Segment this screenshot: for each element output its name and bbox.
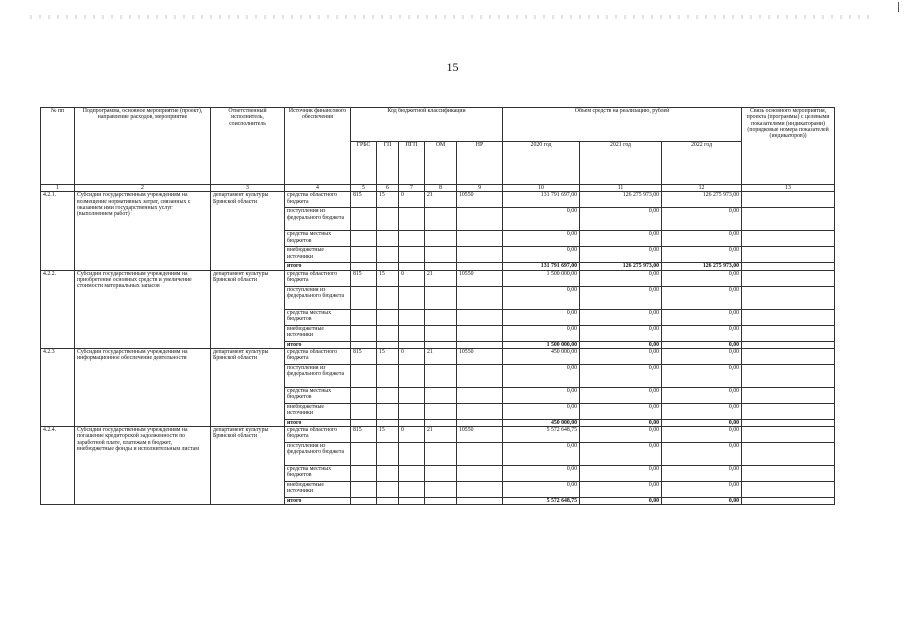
source-total: итого [285,419,351,426]
code-om [425,443,457,466]
col-header-om: ОМ [425,142,457,185]
code-om [425,247,457,263]
value-2021: 0,00 [580,231,662,247]
value-2022: 0,00 [662,427,742,443]
source-extra: внебюджетные источники [285,325,351,341]
code-gp [377,482,399,498]
source-total: итого [285,498,351,505]
value-2022: 0,00 [662,498,742,505]
code-om [425,419,457,426]
source-extra: внебюджетные источники [285,247,351,263]
value-2022: 0,00 [662,309,742,325]
source-federal: поступления из федерального бюджета [285,364,351,387]
code-nr [457,387,503,403]
indicator-link [742,419,835,426]
value-2022: 0,00 [662,403,742,419]
executor-name: департамент культуры Брянской области [211,348,285,426]
code-grbs [351,419,377,426]
code-pgp [399,443,425,466]
value-2021: 0,00 [580,247,662,263]
col-header-num: № пп [41,108,75,185]
indicator-link [742,387,835,403]
column-number: 11 [580,185,662,192]
code-grbs [351,482,377,498]
col-header-2021: 2021 год [580,142,662,185]
source-regional: средства областного бюджета [285,270,351,286]
code-gp [377,466,399,482]
value-2022: 0,00 [662,247,742,263]
code-om: 21 [425,192,457,208]
indicator-link [742,466,835,482]
value-2020: 0,00 [503,482,580,498]
value-2020: 5 572 648,75 [503,498,580,505]
value-2021: 0,00 [580,403,662,419]
indicator-link [742,231,835,247]
table-body [41,192,835,505]
code-grbs [351,403,377,419]
col-header-pgp: ПГП [399,142,425,185]
code-pgp [399,325,425,341]
code-om [425,325,457,341]
value-2020: 0,00 [503,208,580,231]
table-row [41,348,835,364]
column-number: 4 [285,185,351,192]
indicator-link [742,208,835,231]
value-2021: 0,00 [580,309,662,325]
source-total: итого [285,341,351,348]
col-header-budget-code: Код бюджетной классификации [351,108,503,142]
indicator-link [742,286,835,309]
col-header-program: Подпрограмма, основное мероприятие (проект), направление расходов, мероприятие [75,108,211,185]
value-2021: 0,00 [580,427,662,443]
code-nr: 10550 [457,348,503,364]
code-om [425,341,457,348]
program-name: Субсидии государственным учреждениям на информационное обеспечение деятельности [75,348,211,426]
column-number-row [41,185,835,192]
code-nr [457,286,503,309]
value-2021: 0,00 [580,482,662,498]
code-grbs: 815 [351,427,377,443]
value-2020: 0,00 [503,325,580,341]
code-pgp [399,466,425,482]
value-2021: 0,00 [580,286,662,309]
code-om [425,208,457,231]
value-2020: 1 500 000,00 [503,270,580,286]
code-gp [377,208,399,231]
code-nr [457,443,503,466]
indicator-link [742,498,835,505]
code-nr [457,341,503,348]
code-om [425,387,457,403]
column-number: 3 [211,185,285,192]
indicator-link [742,364,835,387]
code-pgp: 0 [399,192,425,208]
code-grbs: 815 [351,192,377,208]
program-name: Субсидии государственным учреждениям на погашение кредиторской задолженности по заработной плате, платежам в бюджет, внебюджетные фонды и исполнительным листам [75,427,211,505]
col-header-2022: 2022 год [662,142,742,185]
page-number: 15 [446,60,459,74]
indicator-link [742,403,835,419]
code-gp: 15 [377,270,399,286]
code-gp [377,286,399,309]
value-2022: 126 275 973,00 [662,192,742,208]
value-2022: 0,00 [662,208,742,231]
value-2022: 0,00 [662,364,742,387]
column-number: 2 [75,185,211,192]
value-2020: 0,00 [503,286,580,309]
column-number: 8 [425,185,457,192]
code-om: 21 [425,270,457,286]
value-2021: 0,00 [580,325,662,341]
source-local: средства местных бюджетов [285,387,351,403]
value-2021: 0,00 [580,466,662,482]
column-number: 6 [377,185,399,192]
value-2020: 0,00 [503,387,580,403]
code-nr [457,419,503,426]
value-2020: 0,00 [503,364,580,387]
indicator-link [742,263,835,270]
value-2021: 0,00 [580,419,662,426]
code-nr [457,231,503,247]
source-federal: поступления из федерального бюджета [285,208,351,231]
header-row [41,108,835,142]
code-nr [457,325,503,341]
col-header-source: Источник финансового обеспечения [285,108,351,185]
code-pgp [399,263,425,270]
value-2022: 0,00 [662,387,742,403]
value-2020: 0,00 [503,247,580,263]
value-2020: 0,00 [503,466,580,482]
code-pgp [399,482,425,498]
value-2020: 5 572 648,75 [503,427,580,443]
indicator-link [742,309,835,325]
table-row [41,270,835,286]
value-2020: 0,00 [503,231,580,247]
code-gp [377,341,399,348]
value-2021: 126 275 973,00 [580,263,662,270]
code-gp: 15 [377,427,399,443]
source-local: средства местных бюджетов [285,309,351,325]
code-om [425,482,457,498]
col-header-nr: НР [457,142,503,185]
code-pgp [399,286,425,309]
value-2020: 0,00 [503,309,580,325]
code-om [425,498,457,505]
code-grbs [351,309,377,325]
code-om [425,263,457,270]
code-pgp [399,231,425,247]
code-grbs: 815 [351,270,377,286]
value-2020: 0,00 [503,443,580,466]
code-om [425,286,457,309]
code-grbs: 815 [351,348,377,364]
col-header-grbs: ГРБС [351,142,377,185]
table-row [41,427,835,443]
code-pgp [399,387,425,403]
code-gp [377,403,399,419]
value-2022: 0,00 [662,270,742,286]
code-om [425,231,457,247]
value-2021: 0,00 [580,208,662,231]
source-total: итого [285,263,351,270]
code-om: 21 [425,348,457,364]
value-2022: 0,00 [662,286,742,309]
indicator-link [742,247,835,263]
code-pgp [399,208,425,231]
source-local: средства местных бюджетов [285,466,351,482]
code-nr [457,466,503,482]
code-nr: 10550 [457,270,503,286]
code-grbs [351,341,377,348]
code-pgp [399,247,425,263]
value-2021: 0,00 [580,270,662,286]
indicator-link [742,192,835,208]
value-2021: 0,00 [580,498,662,505]
code-grbs [351,387,377,403]
col-header-volume: Объем средств на реализацию, рублей [503,108,742,142]
code-grbs [351,247,377,263]
indicator-link [742,427,835,443]
code-gp [377,364,399,387]
scan-artifact [30,15,870,19]
source-regional: средства областного бюджета [285,427,351,443]
code-pgp: 0 [399,348,425,364]
code-pgp [399,498,425,505]
row-number: 4.2.1. [41,192,75,270]
source-federal: поступления из федерального бюджета [285,443,351,466]
code-gp: 15 [377,192,399,208]
value-2022: 0,00 [662,482,742,498]
code-nr: 10550 [457,427,503,443]
value-2022: 0,00 [662,466,742,482]
code-gp [377,231,399,247]
indicator-link [742,482,835,498]
value-2020: 131 791 697,00 [503,192,580,208]
indicator-link [742,325,835,341]
code-nr [457,498,503,505]
code-grbs [351,466,377,482]
value-2022: 0,00 [662,341,742,348]
code-pgp [399,419,425,426]
code-nr [457,247,503,263]
code-nr [457,364,503,387]
row-number: 4.2.2. [41,270,75,348]
code-grbs [351,498,377,505]
source-extra: внебюджетные источники [285,482,351,498]
code-grbs [351,208,377,231]
value-2021: 126 275 973,00 [580,192,662,208]
column-number: 7 [399,185,425,192]
code-gp [377,387,399,403]
value-2021: 0,00 [580,348,662,364]
code-grbs [351,443,377,466]
source-extra: внебюджетные источники [285,403,351,419]
code-gp: 15 [377,348,399,364]
code-om [425,364,457,387]
column-number: 5 [351,185,377,192]
value-2022: 126 275 973,00 [662,263,742,270]
code-grbs [351,364,377,387]
executor-name: департамент культуры Брянской области [211,427,285,505]
row-number: 4.2.3 [41,348,75,426]
code-om [425,403,457,419]
code-gp [377,263,399,270]
value-2020: 131 791 697,00 [503,263,580,270]
value-2020: 450 000,00 [503,348,580,364]
budget-table [40,107,835,505]
source-regional: средства областного бюджета [285,192,351,208]
value-2020: 450 000,00 [503,419,580,426]
column-number: 12 [662,185,742,192]
code-om [425,466,457,482]
source-regional: средства областного бюджета [285,348,351,364]
code-nr [457,403,503,419]
code-pgp: 0 [399,270,425,286]
scan-mark [898,2,899,12]
code-pgp: 0 [399,427,425,443]
code-grbs [351,231,377,247]
value-2022: 0,00 [662,325,742,341]
value-2022: 0,00 [662,443,742,466]
value-2020: 0,00 [503,403,580,419]
indicator-link [742,341,835,348]
indicator-link [742,443,835,466]
code-om [425,309,457,325]
value-2021: 0,00 [580,341,662,348]
executor-name: департамент культуры Брянской области [211,270,285,348]
code-gp [377,247,399,263]
value-2021: 0,00 [580,443,662,466]
code-gp [377,419,399,426]
table-row [41,192,835,208]
source-federal: поступления из федерального бюджета [285,286,351,309]
code-pgp [399,403,425,419]
code-grbs [351,325,377,341]
col-header-executor: Ответственный исполнитель, соисполнитель [211,108,285,185]
value-2021: 0,00 [580,387,662,403]
col-header-2020: 2020 год [503,142,580,185]
program-name: Субсидии государственным учреждениям на возмещение нормативных затрат, связанных с оказанием ими государственных услуг (выполнением работ) [75,192,211,270]
column-number: 10 [503,185,580,192]
indicator-link [742,348,835,364]
value-2022: 0,00 [662,348,742,364]
code-nr [457,482,503,498]
code-gp [377,443,399,466]
col-header-gp: ГП [377,142,399,185]
value-2020: 1 500 000,00 [503,341,580,348]
column-number: 13 [742,185,835,192]
col-header-link: Связь основного мероприятия, проекта (программы) с целевыми показателями (индикаторами) (порядковые номера показателей (индикаторов)) [742,108,835,185]
indicator-link [742,270,835,286]
code-pgp [399,364,425,387]
code-nr [457,263,503,270]
code-gp [377,498,399,505]
column-number: 1 [41,185,75,192]
code-grbs [351,286,377,309]
source-local: средства местных бюджетов [285,231,351,247]
code-gp [377,309,399,325]
code-nr [457,309,503,325]
code-gp [377,325,399,341]
code-om: 21 [425,427,457,443]
executor-name: департамент культуры Брянской области [211,192,285,270]
program-name: Субсидии государственным учреждениям на приобретение основных средств и увеличение стоимости материальных запасов [75,270,211,348]
value-2022: 0,00 [662,419,742,426]
code-pgp [399,309,425,325]
code-pgp [399,341,425,348]
code-grbs [351,263,377,270]
value-2022: 0,00 [662,231,742,247]
column-number: 9 [457,185,503,192]
row-number: 4.2.4. [41,427,75,505]
value-2021: 0,00 [580,364,662,387]
code-nr: 10550 [457,192,503,208]
code-nr [457,208,503,231]
